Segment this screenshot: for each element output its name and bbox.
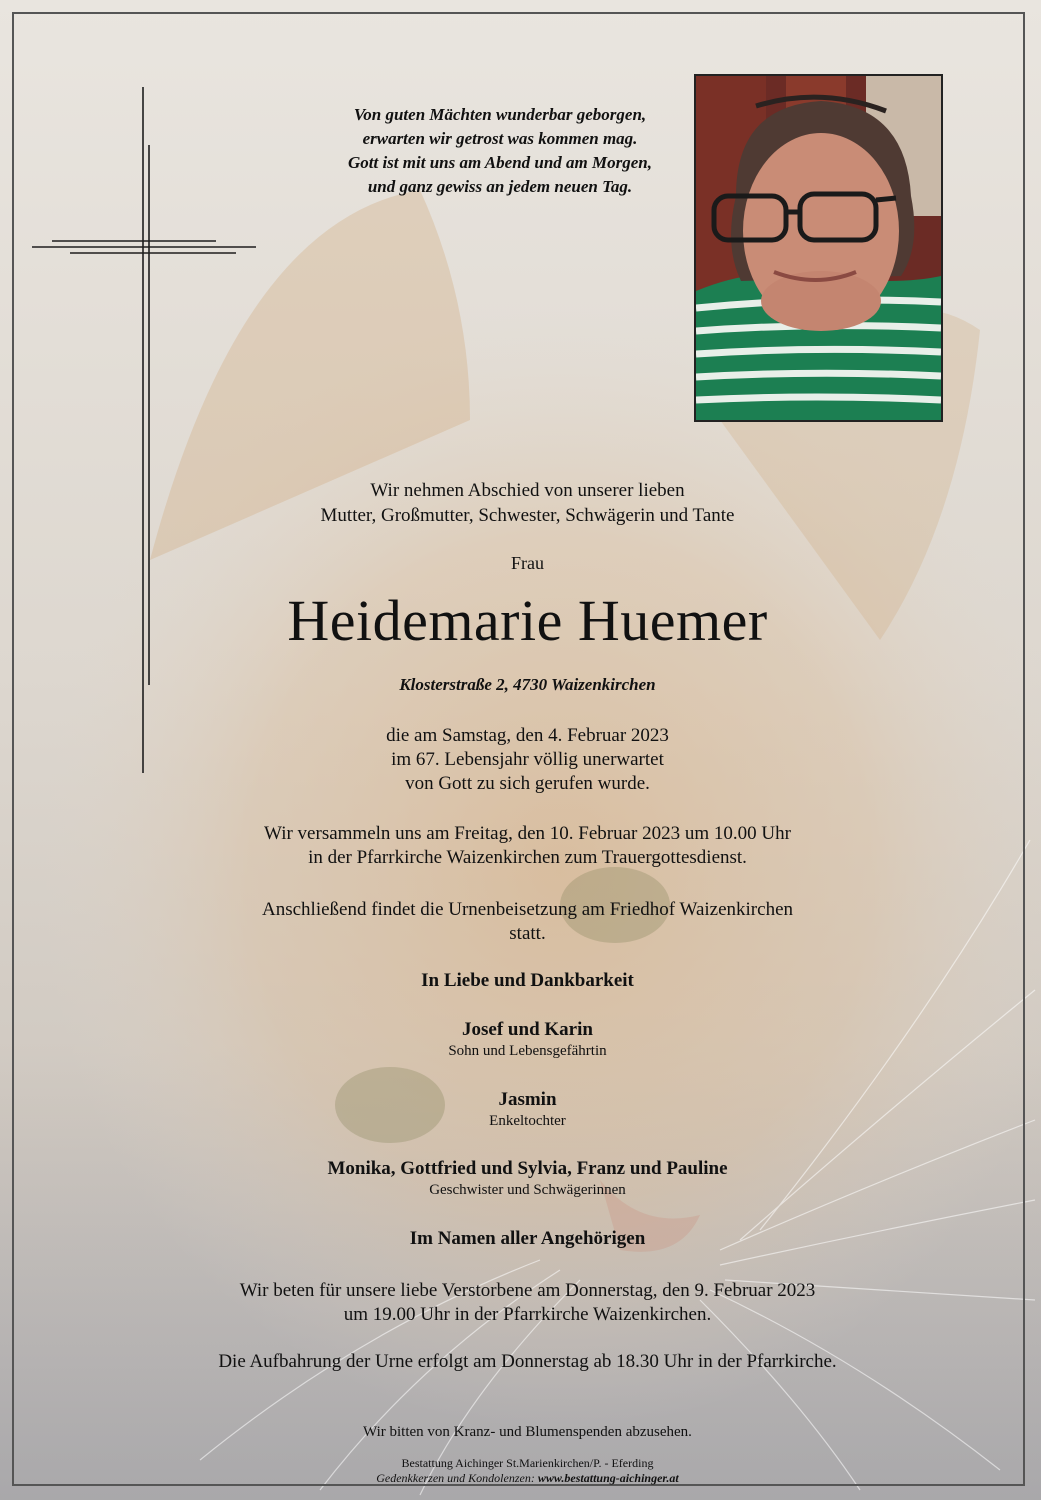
prayer-line: Wir beten für unsere liebe Verstorbene am Donnerstag, den 9. Februar 2023 — [239, 1280, 816, 1301]
funeral-service-text — [130, 822, 925, 870]
prayer-text — [130, 1279, 925, 1327]
urn-burial-text — [130, 898, 925, 946]
family-relation: Sohn und Lebensgefährtin — [448, 1043, 607, 1059]
address: Klosterstraße 2, 4730 Waizenkirchen — [399, 675, 656, 694]
urn-line: statt. — [509, 923, 546, 944]
family-names: Monika, Gottfried und Sylvia, Franz und Pauline — [327, 1158, 728, 1179]
poem-verse — [230, 103, 770, 199]
passing-line: von Gott zu sich gerufen wurde. — [405, 773, 650, 794]
verse-line: Gott ist mit uns am Abend und am Morgen, — [347, 153, 653, 172]
prayer-line: um 19.00 Uhr in der Pfarrkirche Waizenkirchen. — [343, 1304, 712, 1325]
funeral-home: Bestattung Aichinger St.Marienkirchen/P. - Eferding — [401, 1456, 654, 1470]
family-entry — [130, 1158, 925, 1201]
cross-icon — [30, 85, 260, 775]
urn-line: Anschließend findet die Urnenbeisetzung am Friedhof Waizenkirchen — [262, 899, 793, 920]
family-entry — [130, 1019, 925, 1062]
passing-text — [130, 724, 925, 796]
family-relation: Geschwister und Schwägerinnen — [429, 1182, 626, 1198]
family-names: Jasmin — [498, 1089, 557, 1110]
deceased-name: Heidemarie Huemer — [287, 588, 768, 653]
family-names: Josef und Karin — [462, 1019, 593, 1040]
family-relation: Enkeltochter — [489, 1113, 566, 1129]
verse-line: Von guten Mächten wunderbar geborgen, — [353, 105, 647, 124]
website-link[interactable]: www.bestattung-aichinger.at — [537, 1471, 679, 1485]
all-relatives-heading: Im Namen aller Angehörigen — [409, 1228, 646, 1249]
passing-line: die am Samstag, den 4. Februar 2023 — [386, 725, 669, 746]
salutation: Frau — [511, 553, 544, 573]
verse-line: und ganz gewiss an jedem neuen Tag. — [367, 177, 633, 196]
condolence-footer — [130, 1471, 925, 1486]
no-flowers-note: Wir bitten von Kranz- und Blumenspenden abzusehen. — [363, 1424, 692, 1440]
passing-line: im 67. Lebensjahr völlig unerwartet — [391, 749, 664, 770]
portrait-photo — [694, 74, 943, 422]
service-line: Wir versammeln uns am Freitag, den 10. Februar 2023 um 10.00 Uhr — [264, 823, 791, 844]
love-heading: In Liebe und Dankbarkeit — [421, 970, 634, 991]
family-entry — [130, 1089, 925, 1132]
condolence-label: Gedenkkerzen und Kondolenzen: — [376, 1471, 535, 1485]
service-line: in der Pfarrkirche Waizenkirchen zum Trauergottesdienst. — [308, 847, 747, 868]
intro-line: Wir nehmen Abschied von unserer lieben — [370, 480, 685, 501]
verse-line: erwarten wir getrost was kommen mag. — [362, 129, 638, 148]
wake-text: Die Aufbahrung der Urne erfolgt am Donnerstag ab 18.30 Uhr in der Pfarrkirche. — [218, 1351, 837, 1372]
intro-text — [130, 478, 925, 528]
intro-line: Mutter, Großmutter, Schwester, Schwägerin und Tante — [320, 505, 735, 526]
